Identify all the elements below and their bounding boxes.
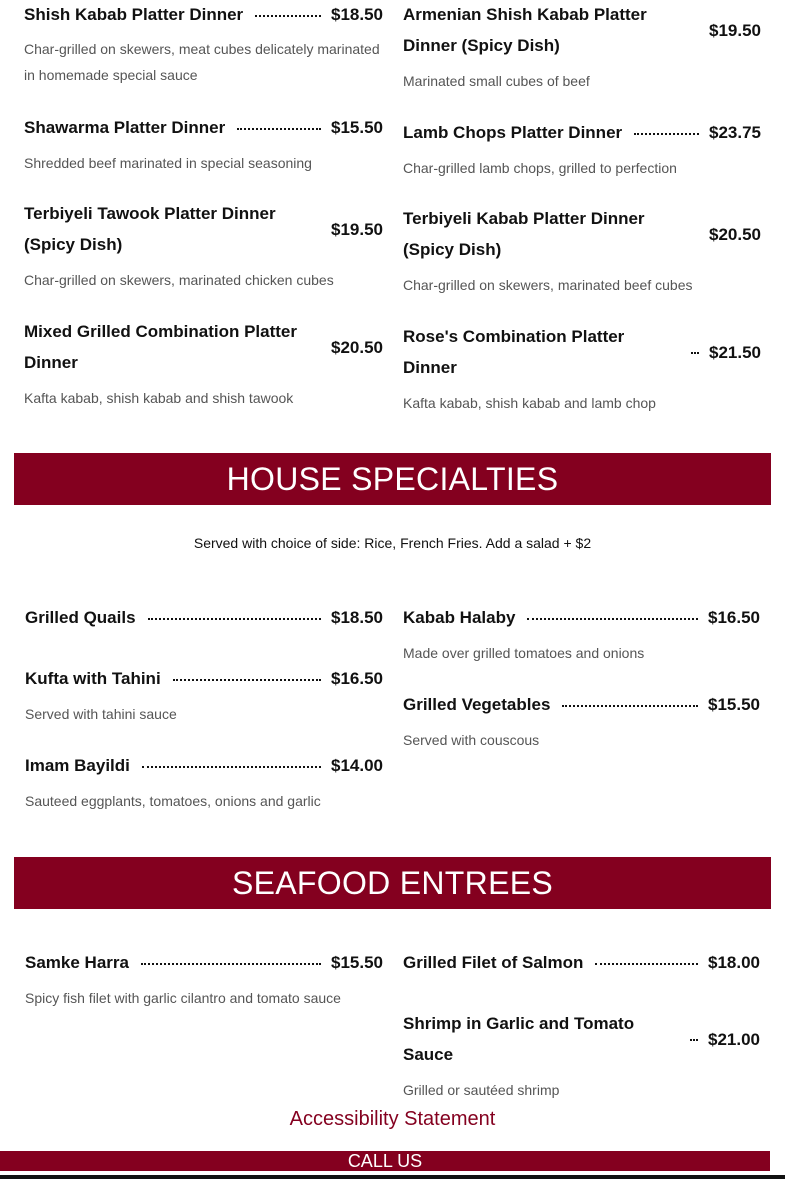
item-name: Grilled Vegetables: [403, 695, 551, 714]
menu-item: [25, 602, 383, 633]
item-name: Lamb Chops Platter Dinner: [403, 123, 623, 142]
item-description: Char-grilled on skewers, meat cubes delicately marinated in homemade special sauce: [24, 41, 380, 83]
bottom-divider: [0, 1175, 785, 1179]
dot-leader: [527, 618, 698, 620]
menu-item: [403, 947, 760, 978]
item-price: $16.50: [331, 669, 383, 688]
item-name: Terbiyeli Tawook Platter Dinner (Spicy Dish): [24, 204, 276, 254]
item-description: Served with couscous: [403, 732, 540, 748]
item-description: Kafta kabab, shish kabab and lamb chop: [403, 395, 656, 411]
house-specialties-note: Served with choice of side: Rice, French Fries. Add a salad + $2: [193, 535, 592, 551]
item-name: Shrimp in Garlic and Tomato Sauce: [403, 1014, 635, 1064]
item-description: Made over grilled tomatoes and onions: [403, 645, 645, 661]
menu-item: [403, 0, 761, 94]
call-us-button[interactable]: CALL US: [0, 1151, 770, 1171]
item-price: $20.50: [331, 337, 383, 357]
item-name: Kufta with Tahini: [25, 669, 161, 688]
menu-item: [24, 112, 383, 176]
item-price: $16.50: [708, 608, 760, 627]
item-name: Samke Harra: [25, 953, 129, 972]
item-name: Rose's Combination Platter Dinner: [403, 327, 625, 377]
menu-item: [25, 663, 383, 727]
item-price: $21.00: [708, 1029, 760, 1049]
item-name: Shawarma Platter Dinner: [24, 118, 226, 137]
dot-leader: [173, 679, 321, 681]
item-description: Kafta kabab, shish kabab and shish tawook: [24, 390, 294, 406]
menu-item: [403, 689, 760, 753]
menu-item: [24, 198, 383, 293]
menu-item: [403, 117, 761, 181]
item-price: $15.50: [331, 953, 383, 972]
dot-leader: [255, 15, 321, 17]
dot-leader: [690, 1039, 698, 1041]
item-description: Grilled or sautéed shrimp: [403, 1082, 560, 1098]
seafood-entrees-banner: SEAFOOD ENTREES: [14, 857, 771, 909]
menu-item: [25, 947, 383, 1011]
dot-leader: [595, 963, 698, 965]
item-description: Sauteed eggplants, tomatoes, onions and garlic: [25, 793, 321, 809]
item-price: $14.00: [331, 756, 383, 775]
item-description: Char-grilled on skewers, marinated beef cubes: [403, 277, 693, 293]
item-name: Armenian Shish Kabab Platter Dinner (Spicy Dish): [403, 5, 647, 55]
item-price: $21.50: [709, 342, 761, 362]
item-name: Grilled Quails: [25, 608, 136, 627]
menu-item: [403, 321, 761, 416]
dot-leader: [148, 618, 321, 620]
dot-leader: [142, 766, 321, 768]
menu-item: [403, 1008, 760, 1103]
item-price: $19.50: [331, 219, 383, 239]
menu-item: [24, 316, 383, 411]
house-specialties-banner: HOUSE SPECIALTIES: [14, 453, 771, 505]
item-price: $19.50: [709, 20, 761, 40]
item-description: Spicy fish filet with garlic cilantro and tomato sauce: [25, 990, 341, 1006]
item-name: Terbiyeli Kabab Platter Dinner (Spicy Dish): [403, 209, 645, 259]
item-price: $18.00: [708, 953, 760, 972]
menu-item: [403, 602, 760, 666]
dot-leader: [562, 705, 698, 707]
menu-item: [24, 0, 383, 88]
accessibility-statement-link[interactable]: Accessibility Statement: [289, 1108, 496, 1130]
item-description: Marinated small cubes of beef: [403, 73, 590, 89]
dot-leader: [691, 352, 699, 354]
item-price: $18.50: [331, 5, 383, 24]
item-name: Shish Kabab Platter Dinner: [24, 5, 244, 24]
item-price: $23.75: [709, 123, 761, 142]
menu-item: [403, 203, 761, 298]
item-name: Imam Bayildi: [25, 756, 130, 775]
item-description: Shredded beef marinated in special seasoning: [24, 155, 312, 171]
item-name: Kabab Halaby: [403, 608, 516, 627]
dot-leader: [634, 133, 699, 135]
item-price: $15.50: [331, 118, 383, 137]
item-name: Grilled Filet of Salmon: [403, 953, 584, 972]
item-price: $15.50: [708, 695, 760, 714]
menu-item: [25, 750, 383, 814]
item-name: Mixed Grilled Combination Platter Dinner: [24, 322, 297, 372]
item-description: Char-grilled lamb chops, grilled to perfection: [403, 160, 677, 176]
item-price: $18.50: [331, 608, 383, 627]
item-description: Served with tahini sauce: [25, 706, 177, 722]
item-description: Char-grilled on skewers, marinated chicken cubes: [24, 272, 334, 288]
dot-leader: [237, 128, 321, 130]
dot-leader: [141, 963, 321, 965]
item-price: $20.50: [709, 224, 761, 244]
